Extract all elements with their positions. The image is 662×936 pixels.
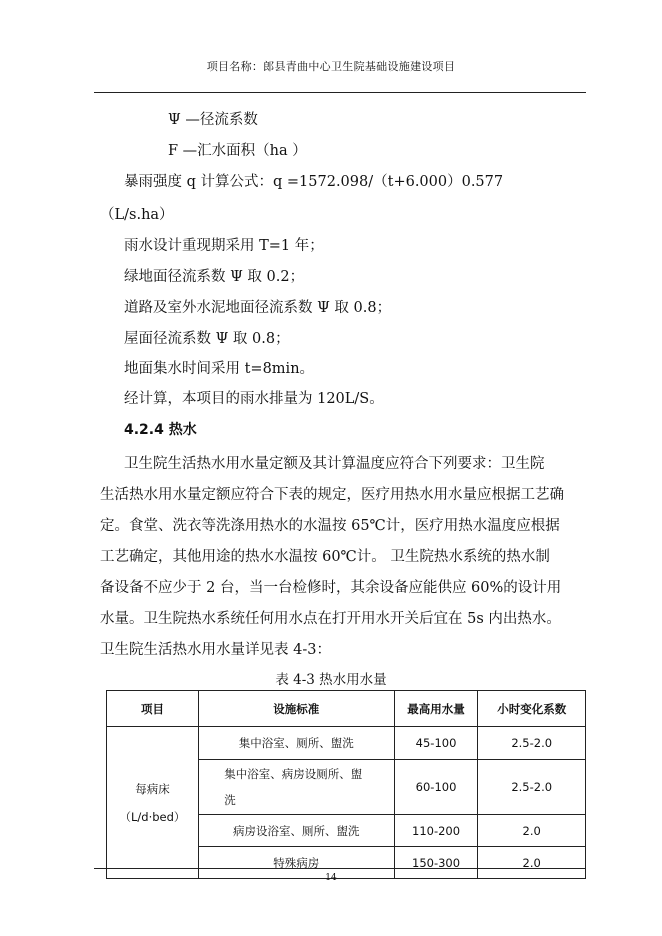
text-line: 雨水设计重现期采用 T=1 年； <box>124 238 324 254</box>
facility-text: 集中浴室、病房设厕所、盥洗 <box>224 767 363 807</box>
max-cell: 150-300 <box>394 847 478 879</box>
text-line: （L/s.ha） <box>100 207 174 223</box>
group-cell <box>107 727 199 879</box>
footer-rule <box>94 868 586 869</box>
text-line: Ψ —径流系数 <box>168 112 258 128</box>
group-unit: （L/d·bed） <box>119 809 186 824</box>
coef-cell: 2.0 <box>478 815 586 847</box>
facility-cell <box>198 760 394 815</box>
text-line: 道路及室外水泥地面径流系数 Ψ 取 0.8； <box>124 300 392 316</box>
text-line: 经计算，本项目的雨水排量为 120L/S。 <box>124 391 384 407</box>
header-cell: 设施标准 <box>198 691 394 727</box>
group-label: 每病床 <box>135 781 170 796</box>
text-line: 卫生院生活热水用水量详见表 4-3： <box>100 642 331 658</box>
text-line: F —汇水面积（ha ） <box>168 143 307 159</box>
facility-cell: 特殊病房 <box>198 847 394 879</box>
header-cell: 小时变化系数 <box>478 691 586 727</box>
page-header: 项目名称：郎县青曲中心卫生院基础设施建设项目 <box>206 60 456 73</box>
text-line: 暴雨强度 q 计算公式：q =1572.098/（t+6.000）0.577 <box>124 174 504 190</box>
text-line: 定。食堂、洗衣等洗涤用热水的水温按 65℃计，医疗用热水温度应根据 <box>100 518 560 534</box>
text-line: 屋面径流系数 Ψ 取 0.8； <box>124 331 290 347</box>
text-line: 生活热水用水量定额应符合下表的规定，医疗用热水用水量应根据工艺确 <box>100 487 564 503</box>
text-line: 工艺确定，其他用途的热水水温按 60℃计。 卫生院热水系统的热水制 <box>100 549 550 565</box>
text-line: 绿地面径流系数 Ψ 取 0.2； <box>124 269 305 285</box>
coef-cell: 2.0 <box>478 847 586 879</box>
facility-cell: 集中浴室、厕所、盥洗 <box>198 727 394 760</box>
text-line: 水量。卫生院热水系统任何用水点在打开用水开关后宜在 5s 内出热水。 <box>100 611 561 627</box>
header-cell: 最高用水量 <box>394 691 478 727</box>
table-row <box>107 727 586 760</box>
table-caption: 表 4-3 热水用水量 <box>275 672 387 688</box>
text-line: 备设备不应少于 2 台，当一台检修时，其余设备应能供应 60%的设计用 <box>100 580 562 596</box>
text-line: 卫生院生活热水用水量定额及其计算温度应符合下列要求：卫生院 <box>124 456 545 472</box>
section-heading: 4.2.4 热水 <box>124 422 197 438</box>
header-rule <box>94 92 586 93</box>
page-number: 14 <box>325 873 337 883</box>
header-cell: 项目 <box>107 691 199 727</box>
hot-water-table <box>106 690 586 879</box>
facility-cell: 病房设浴室、厕所、盥洗 <box>198 815 394 847</box>
text-line: 地面集水时间采用 t=8min。 <box>124 361 315 377</box>
table-header-row <box>107 691 586 727</box>
max-cell: 110-200 <box>394 815 478 847</box>
coef-cell: 2.5-2.0 <box>478 760 586 815</box>
max-cell: 45-100 <box>394 727 478 760</box>
max-cell: 60-100 <box>394 760 478 815</box>
coef-cell: 2.5-2.0 <box>478 727 586 760</box>
